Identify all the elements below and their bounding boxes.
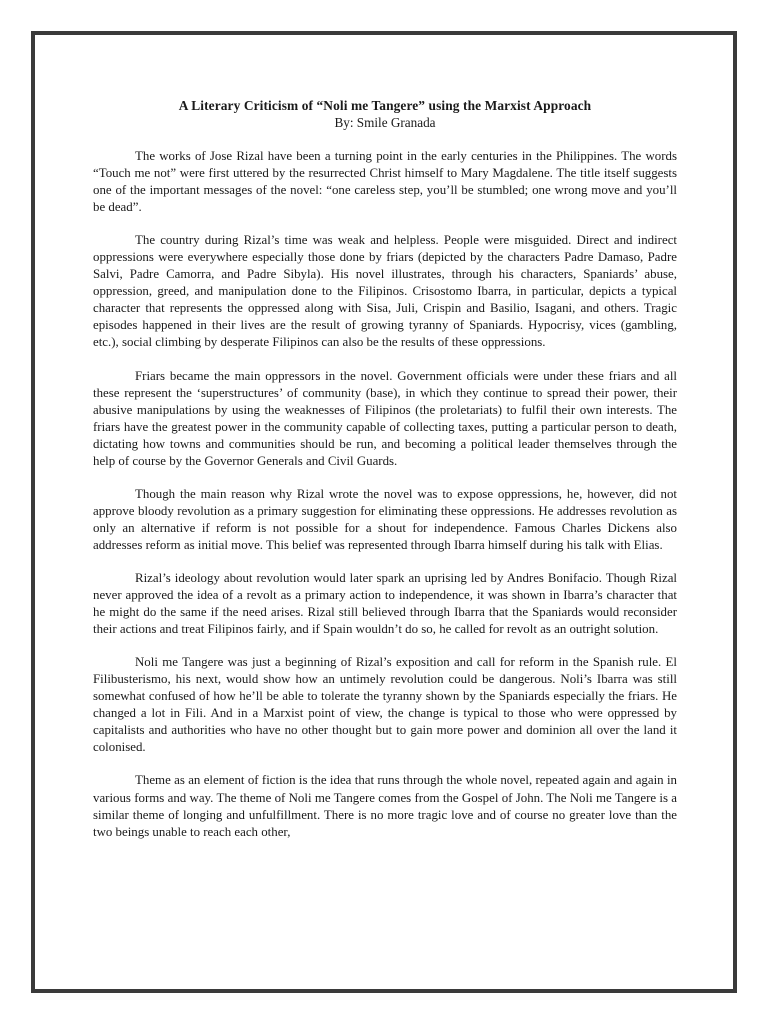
- document-page: [31, 31, 737, 993]
- paragraph-2: The country during Rizal’s time was weak and helpless. People were misguided. Direct and indirect oppressions were everywhere especially those done by friars (depicted by the characters Padre Damaso, Padre Salvi, Padre Camorra, and Padre Sibyla). His novel illustrates, through his characters, Spaniards’ abuse, oppression, greed, and manipulation done to the Filipinos. Crisostomo Ibarra, in particular, depicts a typical character that represents the oppressed along with Sisa, Juli, Crispin and Basilio, Isagani, and others. Tragic episodes happened in their lives are the result of growing tyranny of Spaniards. Hypocrisy, vices (gambling, etc.), social climbing by desperate Filipinos can also be the results of these oppressions.: [93, 233, 677, 350]
- document-byline: By: Smile Granada: [334, 115, 436, 130]
- paragraph-7: Theme as an element of fiction is the idea that runs through the whole novel, repeated again and again in various forms and way. The theme of Noli me Tangere comes from the Gospel of John. The Noli me Tangere is a similar theme of longing and unfulfillment. There is no more tragic love and of course no greater love than the two beings unable to reach each other,: [93, 773, 677, 839]
- paragraph-5: Rizal’s ideology about revolution would later spark an uprising led by Andres Bonifacio. Though Rizal never approved the idea of a revolt as a primary action to independence, it was shown in Ibarra’s character that he might do the same if the need arises. Rizal still believed through Ibarra that the Spaniards would reconsider their actions and treat Filipinos fairly, and if Spain wouldn’t do so, he called for revolt as an outright solution.: [93, 570, 677, 637]
- paragraph-4: Though the main reason why Rizal wrote the novel was to expose oppressions, he, however, did not approve bloody revolution as a primary suggestion for eliminating these oppressions. He addresses revolution as only an alternative if reform is not possible for a shout for independence. Famous Charles Dickens also addresses reform as initial move. This belief was represented through Ibarra himself during his talk with Elias.: [93, 486, 677, 552]
- document-title: A Literary Criticism of “Noli me Tangere” using the Marxist Approach: [178, 98, 592, 113]
- paragraph-6: Noli me Tangere was just a beginning of Rizal’s exposition and call for reform in the Spanish rule. El Filibusterismo, his next, would show how an untimely revolution could be dangerous. Noli’s Ibarra was still somewhat confused of how he’ll be able to tolerate the tyranny shown by the Spaniards especially the friars. He changed a lot in Fili. And in a Marxist point of view, the change is typical to those who were oppressed by capitalists and authorities who have no other thought but to gain more power and dominion all over the land it colonised.: [93, 655, 677, 755]
- paragraph-3: Friars became the main oppressors in the novel. Government officials were under these friars and all these represent the ‘superstructures’ of community (base), in which they continue to spread their power, their abusive manipulations by using the weaknesses of Filipinos (the proletariats) to fulfil their own interests. The friars have the greatest power in the community capable of collecting taxes, putting a particular person to death, dictating how towns and communities should be run, and becoming a political leader themselves through the help of course by the Governor Generals and Civil Guards.: [93, 368, 677, 468]
- document-body: [93, 97, 677, 857]
- paragraph-1: The works of Jose Rizal have been a turning point in the early centuries in the Philippines. The words “Touch me not” were first uttered by the resurrected Christ himself to Mary Magdalene. The title itself suggests one of the important messages of the novel: “one careless step, you’ll be stumbled; one wrong move and you’ll be dead”.: [93, 149, 677, 215]
